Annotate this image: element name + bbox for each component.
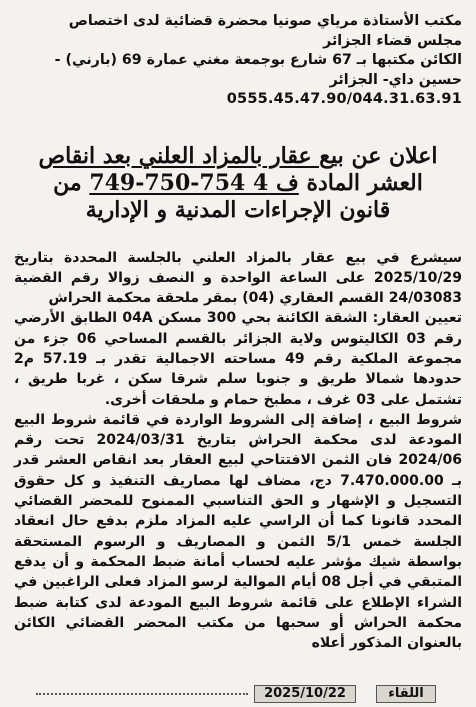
header-line-city: حسين داي- الجزائر (329, 71, 462, 88)
paragraph-property: تعيين العقار: الشقة الكائنة بحي 300 مسكن 04A الطابق الأرضي رقم 03 الكاليتوس ولاية الجزائر بالقسم المساحي 06 جزء من مجموعة الملكية رقم 49 مساحته الاجمالية تقدر بـ 57.19 م2 حدودها شمالا طريق و جنوبا سلم شرقا سكن ، غربا طريق ، تشتمل على 03 غرف ، مطبخ حمام و ملحقات أخرى. (14, 310, 462, 408)
bailiff-header (14, 12, 462, 110)
header-phones: 0555.45.47.90/044.31.63.91 (226, 91, 462, 107)
announcement-title (14, 143, 462, 224)
announcement-part1: اعلان عن (343, 142, 438, 169)
announcement-articles: 749-750-754 ف 4 (89, 169, 299, 196)
header-line-court: مجلس قضاء الجزائر (323, 32, 462, 49)
header-line-address: الكائن مكتبها بـ 67 شارع بوجمعة مغني عمارة 69 (بارني) - (54, 52, 462, 68)
notice-body (14, 248, 462, 654)
announcement-part4: من (53, 169, 90, 196)
announcement-part3: العشر المادة (298, 169, 423, 196)
newspaper-name: اللقاء (376, 685, 436, 703)
announcement-part5: قانون الإجراءات المدنية و الإدارية (85, 196, 391, 223)
publication-footer (0, 683, 476, 703)
header-line-office: مكتب الأستاذة مرياي صونيا محضرة قضائية لدى اختصاص (68, 13, 462, 29)
publication-date: 2025/10/22 (254, 685, 356, 703)
footer-dotted-line (36, 693, 248, 695)
announcement-part2: بيع عقار بالمزاد العلني بعد انقاص (38, 142, 344, 169)
paragraph-sale-date: سيشرع في بيع عقار بالمزاد العلني بالجلسة المحددة بتاريخ 2025/10/29 على الساعة الواحدة و النصف زوالا رقم القضية 24/03083 القسم العقاري (04) بمقر ملحقة محكمة الحراش (14, 249, 462, 307)
paragraph-conditions: شروط البيع ، إضافة إلى الشروط الواردة في قائمة شروط البيع المودعة لدى محكمة الحراش بتاريخ 2024/03/31 تحت رقم 2024/06 فان الثمن الافتتاحي لبيع العقار بعد انقاص العشر قدر بـ 7.470.000.00 دج، مضاف لها مصاريف التنفيذ و كل حقوق التسجيل و الإشهار و الحق التناسبي الممنوح للمحضر القضائي المحدد قانونا كما أن الراسي عليه المزاد ملزم بدفع حال انعقاد الجلسة خمس 5/1 الثمن و المصاريف و الرسوم المستحقة بواسطة شيك مؤشر عليه لحساب أمانة ضبط المحكمة و أن يدفع المتبقي في أجل 08 أيام الموالية لرسو المزاد فعلى الراغبين في الشراء الإطلاع على قائمة شروط البيع المودعة لدى كتابة ضبط محكمة الحراش أو سحبها من مكتب المحضر القضائي الكائن بالعنوان المذكور أعلاه (14, 411, 463, 652)
